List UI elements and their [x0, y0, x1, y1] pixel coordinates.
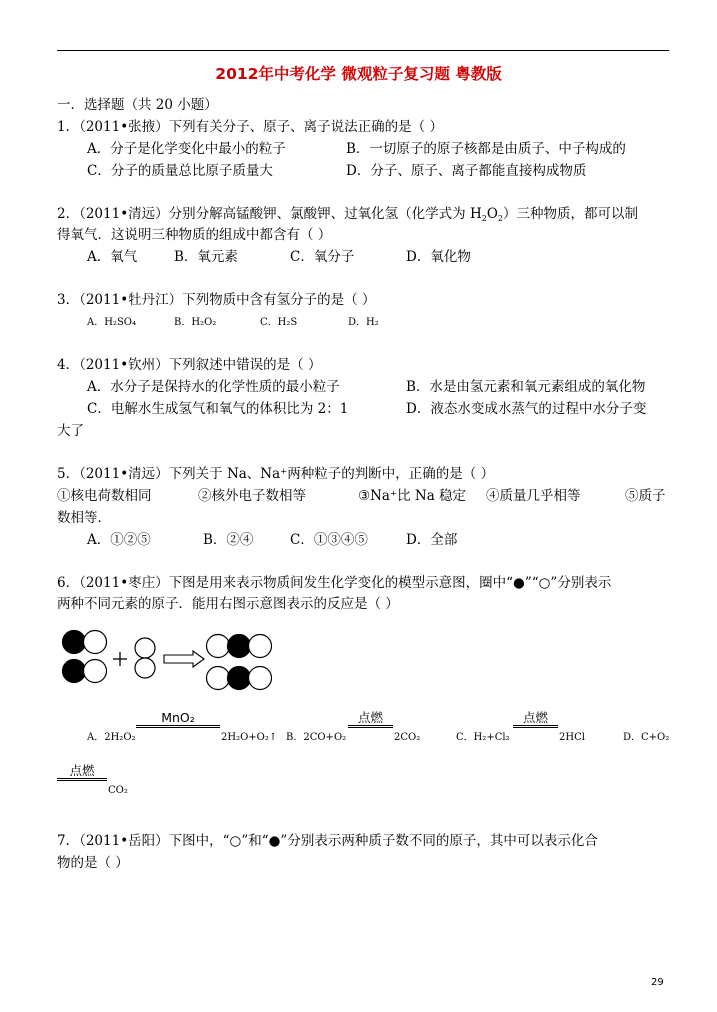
q5-statement-5: ⑤质子: [625, 488, 666, 504]
q2-option-b: B．氧元素: [174, 249, 238, 265]
reaction-arrow: [164, 651, 204, 667]
q4-option-c: C．电解水生成氢气和氧气的体积比为 2：1: [87, 401, 349, 417]
q5-statement-3: ③Na⁺比 Na 稳定: [358, 488, 467, 504]
page-title: 2012年中考化学 微观粒子复习题 粤教版: [215, 65, 502, 83]
q6-option-d-condition: 点燃: [57, 764, 107, 781]
white-atom: [135, 638, 155, 658]
white-atom: [249, 667, 272, 690]
q1-option-a: A．分子是化学变化中最小的粒子: [87, 141, 286, 157]
page-number: 29: [651, 977, 664, 988]
equals-bar: [513, 725, 558, 728]
q4-stem: 4．（2011•钦州）下列叙述中错误的是（ ）: [57, 357, 322, 373]
q4-option-b: B．水是由氢元素和氧元素组成的氧化物: [406, 379, 646, 395]
q1-option-c: C．分子的质量总比原子质量大: [87, 163, 273, 179]
black-atom: [63, 660, 86, 683]
q6-option-b-products: 2CO₂: [394, 732, 421, 743]
q6-option-a-products: 2H₂O+O₂↑: [221, 732, 278, 743]
q4-option-d: D．液态水变成水蒸气的过程中水分子变: [406, 401, 647, 417]
equals-bar: [348, 725, 393, 728]
q3-option-d: D．H₂: [348, 317, 379, 328]
q5-option-b: B．②④: [203, 532, 254, 548]
q5-option-c: C．①③④⑤: [290, 532, 368, 548]
q6-reaction-model-diagram: [57, 622, 277, 694]
q6-option-c-reactants: C．H₂+Cl₂: [456, 732, 510, 743]
q5-statement-2: ②核外电子数相等: [198, 488, 306, 504]
q5-option-a: A．①②⑤: [87, 532, 151, 548]
q5-stem: 5．（2011•清远）下列关于 Na、Na⁺两种粒子的判断中，正确的是（ ）: [57, 466, 495, 482]
q7-stem-line2: 物的是（ ）: [57, 855, 129, 871]
section-heading: 一．选择题（共 20 小题）: [57, 97, 218, 113]
q6-stem-line1: 6．（2011•枣庄）下图是用来表示物质间发生化学变化的模型示意图，圈中“●”“○”分别表示: [57, 575, 612, 591]
q1-option-d: D．分子、原子、离子都能直接构成物质: [346, 163, 587, 179]
q6-option-c-condition: 点燃: [513, 711, 558, 728]
white-atom: [135, 658, 155, 678]
equals-bar: [57, 778, 107, 781]
black-atom: [228, 635, 251, 658]
equals-bar: [136, 725, 220, 728]
q5-statement-5-cont: 数相等．: [57, 510, 111, 526]
white-atom: [84, 631, 107, 654]
q2-option-a: A．氧气: [87, 249, 138, 265]
q4-option-d-cont: 大了: [57, 423, 84, 439]
q6-option-a-reactants: A．2H₂O₂: [87, 732, 136, 743]
q3-option-a: A．H₂SO₄: [87, 317, 137, 328]
q1-stem: 1．（2011•张掖）下列有关分子、原子、离子说法正确的是（ ）: [57, 119, 443, 135]
black-atom: [228, 667, 251, 690]
white-atom: [249, 635, 272, 658]
q7-stem-line1: 7．（2011•岳阳）下图中，“○”和“●”分别表示两种质子数不同的原子，其中可以表示化合: [57, 833, 598, 849]
q6-stem-line2: 两种不同元素的原子．能用右图示意图表示的反应是（ ）: [57, 596, 399, 612]
q2-stem-line2: 得氧气．这说明三种物质的组成中都含有（ ）: [57, 227, 332, 243]
white-atom: [84, 660, 107, 683]
q2-stem-line1: 2．（2011•清远）分别分解高锰酸钾、氯酸钾、过氧化氢（化学式为 $H_2O_2$）三种物质，都可以制: [57, 206, 638, 223]
q6-option-d-products: CO₂: [108, 785, 128, 796]
q3-option-c: C．H₂S: [260, 317, 298, 328]
black-atom: [63, 631, 86, 654]
q1-option-b: B．一切原子的原子核都是由质子、中子构成的: [346, 141, 626, 157]
q4-option-a: A．水分子是保持水的化学性质的最小粒子: [87, 379, 340, 395]
header-rule: [57, 50, 669, 51]
white-atom: [207, 635, 230, 658]
q6-option-b-reactants: B．2CO+O₂: [286, 732, 347, 743]
q6-option-b-condition: 点燃: [348, 711, 393, 728]
q2-option-d: D．氧化物: [406, 249, 471, 265]
white-atom: [207, 667, 230, 690]
q2-option-c: C．氧分子: [290, 249, 355, 265]
q3-stem: 3．（2011•牡丹江）下列物质中含有氢分子的是（ ）: [57, 292, 376, 308]
q5-option-d: D．全部: [406, 532, 458, 548]
q6-option-a-condition: MnO₂: [136, 711, 220, 728]
q5-statement-1: ①核电荷数相同: [57, 488, 152, 504]
q5-statement-4: ④质量几乎相等: [486, 488, 581, 504]
q6-option-c-products: 2HCl: [559, 732, 585, 743]
q3-option-b: B．H₂O₂: [174, 317, 217, 328]
q6-option-d-reactants: D．C+O₂: [623, 732, 670, 743]
